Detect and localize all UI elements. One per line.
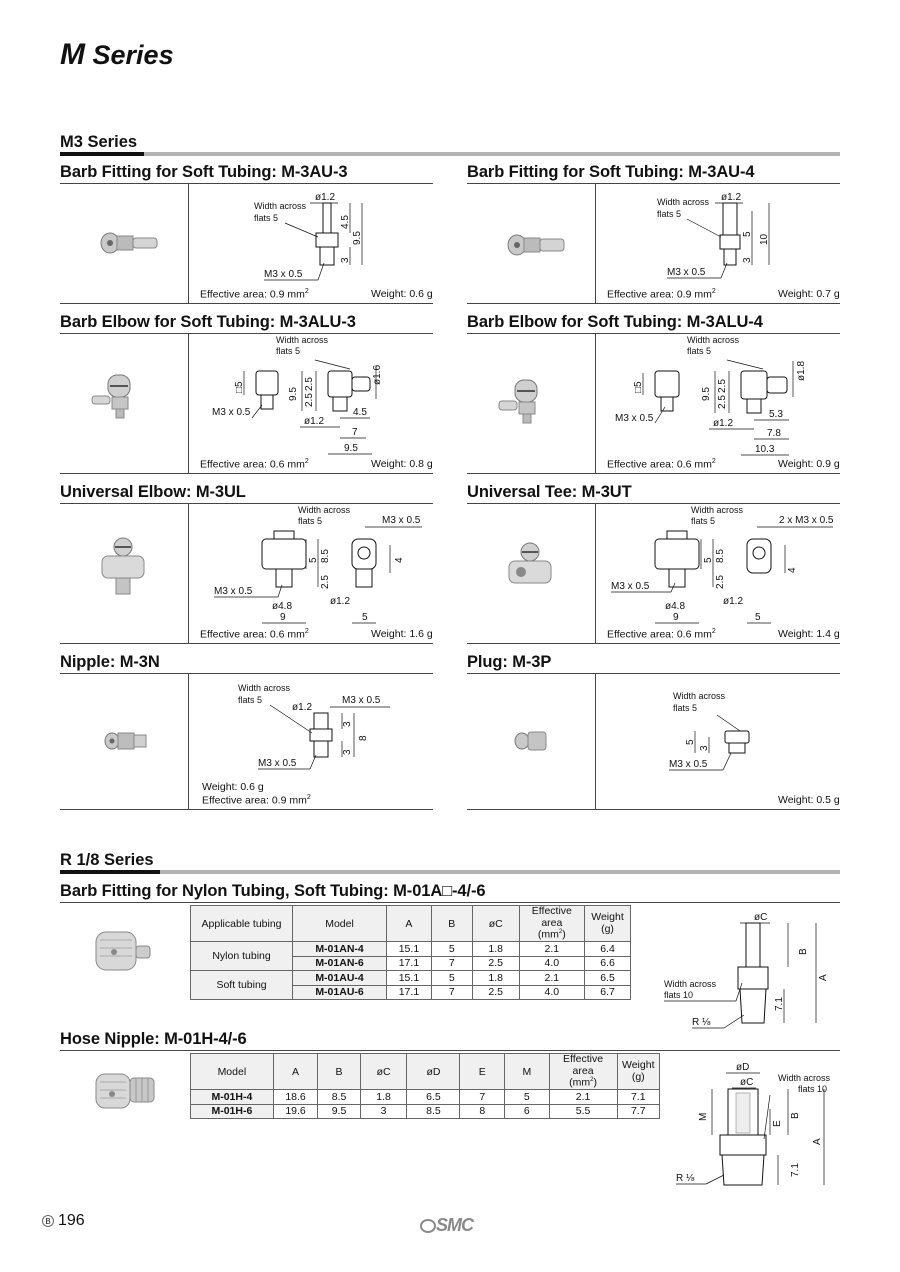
svg-text:ø4.8: ø4.8	[665, 601, 686, 612]
svg-text:ø1.6: ø1.6	[372, 364, 383, 385]
svg-text:3: 3	[342, 749, 353, 755]
svg-text:8: 8	[358, 735, 369, 741]
svg-text:4: 4	[787, 567, 798, 573]
svg-text:5: 5	[703, 557, 714, 563]
svg-text:5: 5	[742, 231, 753, 237]
svg-text:flats 5: flats 5	[298, 516, 323, 526]
svg-text:R ⅛: R ⅛	[676, 1173, 695, 1184]
svg-text:A: A	[812, 1138, 823, 1145]
weight: Weight: 0.6 g	[371, 288, 433, 300]
badge-icon: B	[42, 1215, 54, 1227]
svg-text:5: 5	[685, 739, 696, 745]
svg-text:Width across: Width across	[276, 335, 329, 345]
svg-text:5: 5	[755, 612, 761, 623]
dimension-drawing	[190, 185, 430, 285]
svg-text:10: 10	[759, 233, 770, 245]
svg-text:Width across: Width across	[254, 201, 307, 211]
svg-text:M3 x 0.5: M3 x 0.5	[342, 695, 381, 706]
svg-text:10.3: 10.3	[755, 444, 775, 455]
fitting-photo	[95, 228, 165, 258]
svg-text:9.5: 9.5	[701, 387, 712, 401]
svg-text:8.5: 8.5	[320, 549, 331, 563]
svg-text:M: M	[698, 1112, 709, 1121]
svg-text:M3 x 0.5: M3 x 0.5	[264, 269, 303, 280]
effective-area: Effective area: 0.6 $mm^2$	[200, 628, 309, 641]
effective-area: Effective area: 0.6 $mm^2$	[607, 458, 716, 471]
svg-text:R ⅛: R ⅛	[692, 1017, 711, 1028]
block-title-m3p: Plug: M-3P	[467, 653, 552, 671]
fitting-photo	[502, 230, 572, 260]
svg-text:2 x M3 x 0.5: 2 x M3 x 0.5	[779, 515, 834, 526]
svg-text:øC: øC	[740, 1077, 754, 1088]
block-title-m3ut: Universal Tee: M-3UT	[467, 483, 632, 501]
svg-text:ø1.2: ø1.2	[304, 416, 325, 427]
svg-text:3: 3	[340, 257, 351, 263]
svg-text:ø1.2: ø1.2	[315, 192, 336, 203]
svg-text:4.5: 4.5	[340, 215, 351, 229]
fitting-photo	[512, 728, 552, 754]
dimension-drawing	[190, 675, 430, 775]
svg-text:Width across: Width across	[687, 335, 740, 345]
svg-text:Width across: Width across	[298, 505, 351, 515]
svg-text:2.5: 2.5	[717, 395, 728, 409]
dimension-drawing	[597, 505, 837, 625]
weight: Weight: 0.5 g	[778, 794, 840, 806]
svg-text:2.5: 2.5	[715, 575, 726, 589]
svg-text:ø4.8: ø4.8	[272, 601, 293, 612]
section-title-r18: R 1/8 Series	[60, 851, 154, 869]
section-bar	[60, 870, 840, 874]
weight: Weight: 0.8 g	[371, 458, 433, 470]
svg-text:M3 x 0.5: M3 x 0.5	[214, 586, 253, 597]
fitting-photo	[92, 1068, 162, 1113]
weight: Weight: 1.6 g	[371, 628, 433, 640]
svg-text:M3 x 0.5: M3 x 0.5	[667, 267, 706, 278]
svg-text:B: B	[790, 1112, 801, 1119]
svg-text:flats 5: flats 5	[276, 346, 301, 356]
svg-text:2.5: 2.5	[717, 379, 728, 393]
svg-text:9: 9	[673, 612, 679, 623]
weight: Weight: 0.7 g	[778, 288, 840, 300]
dimension-drawing	[597, 335, 837, 455]
effective-area: Effective area: 0.6 $mm^2$	[607, 628, 716, 641]
weight: Weight: 1.4 g	[778, 628, 840, 640]
dimension-drawing	[660, 905, 840, 1035]
brand-logo: SMC	[420, 1215, 473, 1236]
svg-text:Width across: Width across	[673, 691, 726, 701]
svg-text:9: 9	[280, 612, 286, 623]
svg-text:flats 5: flats 5	[687, 346, 712, 356]
block-title-m3alu3: Barb Elbow for Soft Tubing: M-3ALU-3	[60, 313, 356, 331]
svg-text:E: E	[772, 1120, 783, 1127]
svg-text:4.5: 4.5	[353, 407, 367, 418]
dimension-drawing	[597, 185, 837, 285]
svg-text:7: 7	[352, 427, 358, 438]
fitting-photo	[505, 540, 555, 600]
svg-text:2.5: 2.5	[304, 393, 315, 407]
dimension-drawing	[190, 335, 430, 455]
svg-text:ø1.2: ø1.2	[292, 702, 313, 713]
svg-text:M3 x 0.5: M3 x 0.5	[611, 581, 650, 592]
effective-area: Effective area: 0.9 $mm^2$	[200, 288, 309, 301]
svg-text:øC: øC	[754, 912, 768, 923]
svg-text:Width across: Width across	[664, 979, 717, 989]
spec-table-m01h: Model A B øC øD E M Effective area $(mm^2)$ Weight (g) M-01H-4 18.6 8.5 1.8 6.5 7 5 2.1 7.1 M-01H-6 19.6 9.5 3 8.5 8 6 5.5 7.7	[190, 1053, 660, 1119]
smc-logo-icon	[420, 1219, 436, 1233]
block-title-m3au4: Barb Fitting for Soft Tubing: M-3AU-4	[467, 163, 755, 181]
effective-area: Effective area: 0.6 $mm^2$	[200, 458, 309, 471]
block-title-m3au3: Barb Fitting for Soft Tubing: M-3AU-3	[60, 163, 348, 181]
svg-text:8.5: 8.5	[715, 549, 726, 563]
page-title: M Series	[60, 38, 174, 71]
svg-text:flats 5: flats 5	[254, 213, 279, 223]
svg-text:3: 3	[742, 257, 753, 263]
weight: Weight: 0.9 g	[778, 458, 840, 470]
svg-text:9.5: 9.5	[288, 387, 299, 401]
page-number: B 196	[42, 1212, 85, 1230]
svg-text:M3 x 0.5: M3 x 0.5	[382, 515, 421, 526]
svg-text:3: 3	[342, 721, 353, 727]
svg-text:5.3: 5.3	[769, 409, 783, 420]
block-title-m3n: Nipple: M-3N	[60, 653, 160, 671]
block-title-m01a: Barb Fitting for Nylon Tubing, Soft Tubing: M-01A□-4/-6	[60, 882, 486, 900]
svg-text:flats 10: flats 10	[664, 990, 694, 1000]
fitting-photo	[90, 370, 150, 420]
svg-text:9.5: 9.5	[344, 443, 358, 454]
block-title-m3ul: Universal Elbow: M-3UL	[60, 483, 246, 501]
svg-text:□5: □5	[633, 381, 644, 393]
svg-text:3: 3	[699, 745, 710, 751]
svg-text:A: A	[818, 974, 829, 981]
svg-text:4: 4	[394, 557, 405, 563]
svg-text:5: 5	[308, 557, 319, 563]
section-bar	[60, 152, 840, 156]
svg-text:flats 10: flats 10	[798, 1084, 828, 1094]
weight: Weight: 0.6 g	[202, 781, 264, 793]
fitting-photo	[102, 728, 152, 754]
svg-text:7.1: 7.1	[774, 997, 785, 1011]
svg-text:□5: □5	[234, 381, 245, 393]
svg-text:Width across: Width across	[691, 505, 744, 515]
svg-text:ø1.2: ø1.2	[713, 418, 734, 429]
svg-text:ø1.8: ø1.8	[796, 360, 807, 381]
svg-text:M3 x 0.5: M3 x 0.5	[258, 758, 297, 769]
fitting-photo	[88, 922, 158, 977]
svg-text:2.5: 2.5	[304, 377, 315, 391]
block-title-m01h: Hose Nipple: M-01H-4/-6	[60, 1030, 247, 1048]
dimension-drawing	[666, 1055, 840, 1190]
svg-text:flats 5: flats 5	[238, 695, 263, 705]
dimension-drawing	[597, 675, 837, 775]
svg-text:ø1.2: ø1.2	[330, 596, 351, 607]
svg-text:2.5: 2.5	[320, 575, 331, 589]
dimension-drawing	[190, 505, 430, 625]
fitting-photo	[497, 375, 557, 425]
svg-text:9.5: 9.5	[352, 231, 363, 245]
spec-table-m01a: Applicable tubing Model A B øC Effective area $(mm^2)$ Weight (g) Nylon tubing M-01AN-4 15.1 5 1.8 2.1 6.4 M-01AN-6 17.1 7 2.5 4.0 6.6 Soft tubing M-01AU-4 15.1 5 1.8 2.1 6.5 M-01AU-6 17.1 7 2.5 4.0 6.7	[190, 905, 631, 1000]
svg-text:Width across: Width across	[778, 1073, 831, 1083]
svg-text:7.8: 7.8	[767, 428, 781, 439]
effective-area: Effective area: 0.9 $mm^2$	[202, 794, 311, 807]
effective-area: Effective area: 0.9 $mm^2$	[607, 288, 716, 301]
svg-text:flats 5: flats 5	[657, 209, 682, 219]
svg-text:5: 5	[362, 612, 368, 623]
svg-text:Width across: Width across	[238, 683, 291, 693]
svg-text:Width across: Width across	[657, 197, 710, 207]
svg-text:M3 x 0.5: M3 x 0.5	[212, 407, 251, 418]
fitting-photo	[98, 535, 148, 605]
block-title-m3alu4: Barb Elbow for Soft Tubing: M-3ALU-4	[467, 313, 763, 331]
svg-text:M3 x 0.5: M3 x 0.5	[615, 413, 654, 424]
svg-text:ø1.2: ø1.2	[721, 192, 742, 203]
svg-text:B: B	[798, 948, 809, 955]
svg-text:flats 5: flats 5	[691, 516, 716, 526]
svg-text:M3 x 0.5: M3 x 0.5	[669, 759, 708, 770]
svg-text:flats 5: flats 5	[673, 703, 698, 713]
svg-text:7.1: 7.1	[790, 1163, 801, 1177]
section-title-m3: M3 Series	[60, 133, 138, 151]
svg-text:ø1.2: ø1.2	[723, 596, 744, 607]
svg-text:øD: øD	[736, 1062, 750, 1073]
